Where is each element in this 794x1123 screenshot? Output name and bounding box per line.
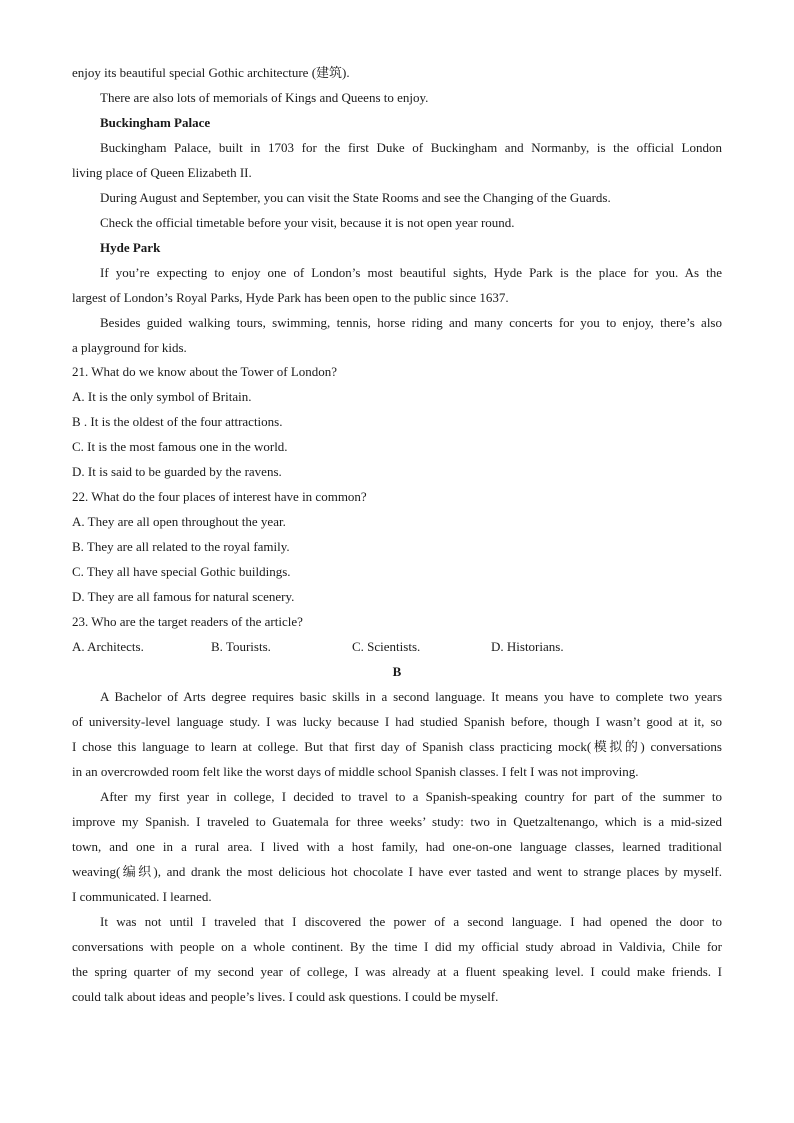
text-line: I chose this language to learn at college. But that first day of Spanish class practicing mock(模拟的) conversations: [72, 739, 722, 754]
text-line: During August and September, you can visit the State Rooms and see the Changing of the Guards.: [100, 190, 611, 205]
text-line: in an overcrowded room felt like the worst days of middle school Spanish classes. I felt I was not improving.: [72, 764, 639, 779]
text-line: conversations with people on a whole continent. By the time I did my official study abroad in Valdivia, Chile for: [72, 939, 722, 954]
text-line: It was not until I traveled that I discovered the power of a second language. I had opened the door to: [100, 914, 722, 929]
memorials-line: There are also lots of memorials of Kings and Queens to enjoy.: [100, 90, 429, 105]
question-22-option-d: D. They are all famous for natural scenery.: [72, 589, 295, 604]
text-line: largest of London’s Royal Parks, Hyde Park has been open to the public since 1637.: [72, 290, 509, 305]
question-22-option-a: A. They are all open throughout the year.: [72, 514, 286, 529]
question-23-option-c: C. Scientists.: [352, 639, 421, 654]
tower-paragraph-tail: enjoy its beautiful special Gothic architecture (建筑).: [72, 65, 350, 80]
text-line: the spring quarter of my second year of college, I was already at a fluent speaking level. I could make friends. I: [72, 964, 722, 979]
text-line: living place of Queen Elizabeth II.: [72, 165, 252, 180]
text-line: of university-level language study. I was lucky because I had studied Spanish before, though I wasn’t good at it, so: [72, 714, 722, 729]
text-line: Buckingham Palace, built in 1703 for the first Duke of Buckingham and Normanby, is the official London: [100, 140, 722, 155]
question-22-stem: 22. What do the four places of interest have in common?: [72, 489, 367, 504]
text-line: If you’re expecting to enjoy one of London’s most beautiful sights, Hyde Park is the place for you. As the: [100, 265, 722, 280]
question-21-option-c: C. It is the most famous one in the world.: [72, 439, 288, 454]
question-21-stem: 21. What do we know about the Tower of London?: [72, 364, 338, 379]
text-line: town, and one in a rural area. I lived with a host family, had one-on-one language classes, learned traditional: [72, 839, 722, 854]
text-line: After my first year in college, I decided to travel to a Spanish-speaking country for part of the summer to: [100, 789, 722, 804]
question-22-option-b: B. They are all related to the royal family.: [72, 539, 290, 554]
question-21-option-b: B . It is the oldest of the four attractions.: [72, 414, 283, 429]
text-line: weaving(编织), and drank the most delicious hot chocolate I have ever tasted and went to strange places by myself.: [72, 864, 722, 879]
question-22-option-c: C. They all have special Gothic buildings.: [72, 564, 291, 579]
question-23-option-b: B. Tourists.: [211, 639, 271, 654]
question-21-option-a: A. It is the only symbol of Britain.: [72, 389, 252, 404]
text-line: A Bachelor of Arts degree requires basic skills in a second language. It means you have to complete two years: [100, 689, 722, 704]
section-b-heading: B: [392, 664, 402, 679]
text-line: could talk about ideas and people’s lives. I could ask questions. I could be myself.: [72, 989, 499, 1004]
text-line: a playground for kids.: [72, 340, 187, 355]
question-21-option-d: D. It is said to be guarded by the ravens.: [72, 464, 282, 479]
text-line: Besides guided walking tours, swimming, tennis, horse riding and many concerts for you to enjoy, there’s also: [100, 315, 722, 330]
question-23-option-d: D. Historians.: [491, 639, 564, 654]
question-23-option-a: A. Architects.: [72, 639, 144, 654]
hyde-park-heading: Hyde Park: [100, 240, 161, 255]
question-23-stem: 23. Who are the target readers of the article?: [72, 614, 303, 629]
text-line: I communicated. I learned.: [72, 889, 212, 904]
buckingham-heading: Buckingham Palace: [100, 115, 211, 130]
text-line: Check the official timetable before your visit, because it is not open year round.: [100, 215, 515, 230]
text-line: improve my Spanish. I traveled to Guatemala for three weeks’ study: two in Quetzaltenango, which is a mid-sized: [72, 814, 722, 829]
